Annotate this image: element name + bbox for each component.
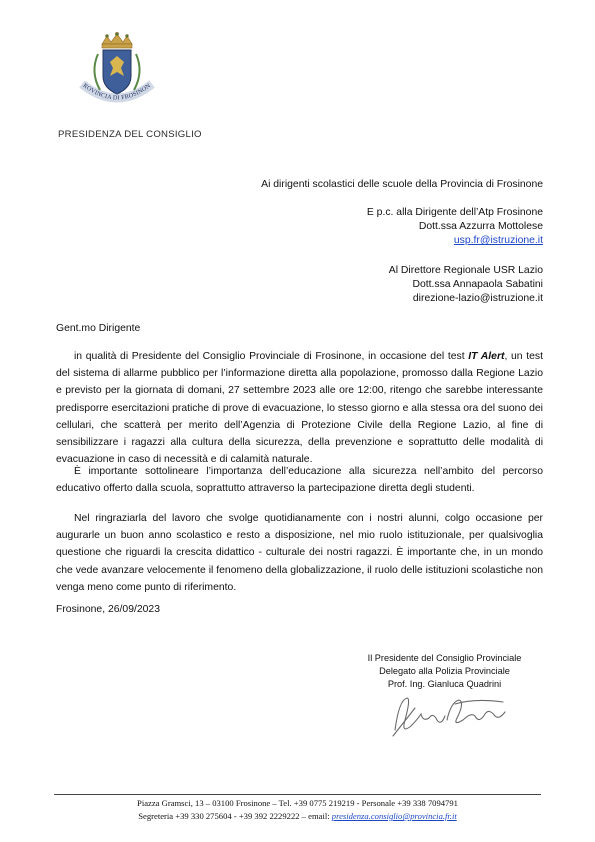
handwritten-signature xyxy=(385,690,515,740)
recipient-usr-block xyxy=(389,264,543,306)
paragraph-1-text-a: in qualità di Presidente del Consiglio Provinciale di Frosinone, in occasione del test xyxy=(74,351,469,362)
paragraph-2 xyxy=(56,463,543,497)
signature-name: Prof. Ing. Gianluca Quadrini xyxy=(387,679,502,689)
recipient-main xyxy=(261,178,543,192)
cc-email-link[interactable]: usp.fr@istruzione.it xyxy=(453,235,543,246)
paragraph-2-text: È importante sottolineare l’importanza dell’educazione alla sicurezza nell’ambito del percorso educativo offerto dalla scuola, soprattutto attraverso la partecipazione diretta degli studenti. xyxy=(56,466,543,495)
recipient-line: Ai dirigenti scolastici delle scuole della Provincia di Frosinone xyxy=(261,179,543,190)
paragraph-3-text: Nel ringraziarla del lavoro che svolge quotidianamente con i nostri alunni, colgo occasione per augurarle un buon anno scolastico e resto a disposizione, nel mio ruolo istituzionale, per qualsivoglia questione che riguardi la crescita didattico - culturale dei nostri ragazzi. È importante che, in un mondo che vede avanzare velocemente il fenomeno della globalizzazione, il ruolo delle istituzioni scolastiche non venga meno come punto di riferimento. xyxy=(56,513,543,593)
recipient-usr-line1: Al Direttore Regionale USR Lazio xyxy=(388,265,543,276)
paragraph-3 xyxy=(56,510,543,596)
footer xyxy=(54,797,541,823)
recipient-cc-line2: Dott.ssa Azzurra Mottolese xyxy=(418,221,543,232)
signature-title: Il Presidente del Consiglio Provinciale xyxy=(367,653,522,663)
recipient-usr-email: direzione-lazio@istruzione.it xyxy=(412,293,543,304)
recipient-cc-line1: E p.c. alla Dirigente dell’Atp Frosinone xyxy=(366,207,543,218)
recipient-cc-block xyxy=(367,206,543,248)
letter-date: Frosinone, 26/09/2023 xyxy=(56,604,160,615)
signature-role: Delegato alla Polizia Provinciale xyxy=(379,666,510,676)
paragraph-1-text-b: , un test del sistema di allarme pubblico per l’informazione diretta alla popolazione, promosso dalla Regione Lazio e previsto per la giornata di domani, 27 settembre 2023 alle ore 12:00, ritengo che sarebbe interessante predisporre esercitazioni pratiche di prove di evacuazione, lo stesso giorno e alla stessa ora del suono dei cellulari, che scatterà per merito dell’Agenzia di Protezione Civile della Regione Lazio, al fine di sensibilizzare i ragazzi alla cultura della sicurezza, della prevenzione e soprattutto delle modalità di evacuazione in caso di necessità e di calamità naturale. xyxy=(56,351,543,466)
footer-email-link[interactable]: presidenza.consiglio@provincia.fr.it xyxy=(331,811,457,821)
paragraph-1 xyxy=(56,348,543,468)
signature-block xyxy=(337,652,552,691)
footer-divider xyxy=(54,794,541,795)
svg-text:PROVINCIA DI FROSINONE xyxy=(74,32,152,102)
footer-contacts: Segreteria +39 330 275604 - +39 392 2229222 – email: xyxy=(138,811,332,821)
crest-ribbon-text xyxy=(74,32,160,112)
salutation: Gent.mo Dirigente xyxy=(56,323,141,334)
footer-line1: Piazza Gramsci, 13 – 03100 Frosinone – Tel. +39 0775 219219 - Personale +39 338 7094791 xyxy=(137,798,458,808)
crest-text: ROVINCIA DI FROSINON xyxy=(81,82,153,102)
office-heading: PRESIDENZA DEL CONSIGLIO xyxy=(58,129,202,140)
footer-line2 xyxy=(54,810,541,823)
recipient-usr-line2: Dott.ssa Annapaola Sabatini xyxy=(412,279,543,290)
it-alert-emphasis: IT Alert xyxy=(468,351,505,362)
